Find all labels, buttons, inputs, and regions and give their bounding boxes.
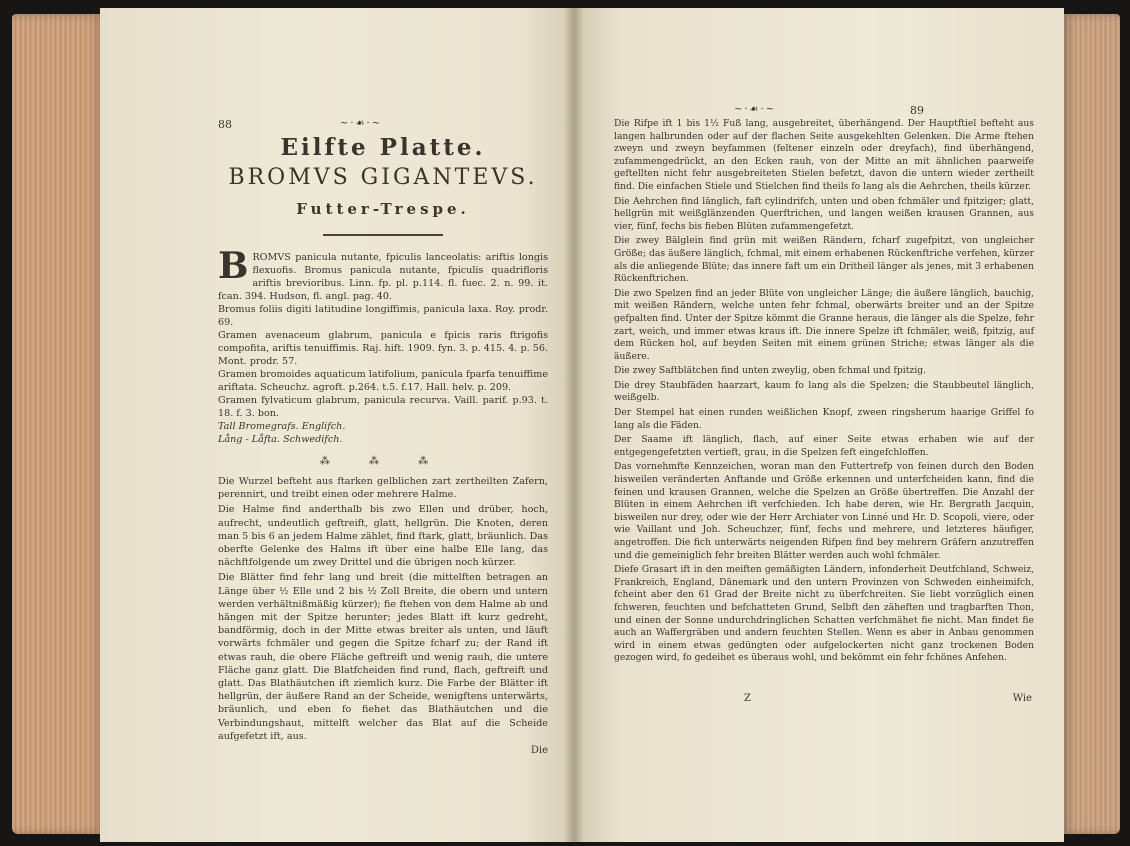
- synonym-entry: Gramen bromoides aquaticum latifolium, panicula fparfa tenuiffime ariftata. Scheuchz. agroft. p.264. t.5. f.17. Hall. helv. p. 209.: [218, 369, 548, 393]
- synonym-entry: Gramen fylvaticum glabrum, panicula recurva. Vaill. parif. p.93. t. 18. f. 3. bon.: [218, 395, 548, 419]
- paragraph: Die Halme find anderthalb bis zwo Ellen und drüber, hoch, aufrecht, undeutlich geftreift, glatt, hellgrün. Die Knoten, deren man 5 bis 6 an jedem Halme zählet, find ftark, glatt, bräunlich. Das oberfte Gelenke des Halms ift über eine halbe Elle lang, das nächftfolgende um zwey Drittel und die übrigen noch kürzer.: [218, 504, 548, 569]
- latin-title: BROMVS GIGANTEVS.: [228, 165, 538, 190]
- paragraph: Der Stempel hat einen runden weißlichen Knopf, zween ringsherum haarige Griffel fo lang als die Fäden.: [614, 407, 1034, 431]
- right-page: [574, 8, 1064, 842]
- description-text: [614, 118, 1034, 665]
- left-page: [100, 8, 574, 842]
- paragraph: Die Aehrchen find länglich, faft cylindrifch, unten und oben fchmäler und fpitziger; glatt, hellgrün mit weißglänzenden Querftrichen, und langen weißen krausen Grannen, aus vier, fünf, fechs bis fieben Blüten zufammengefetzt.: [614, 195, 1034, 232]
- book-gutter: [564, 8, 584, 842]
- paragraph: Die Blätter find fehr lang und breit (die mittelften betragen an Länge über ½ Elle und 2 bis ½ Zoll Breite, die obern und untern werden verhältnißmäßig kürzer); fie ftehen von dem Halme ab und hängen mit der Spitze herunter; jedes Blatt ift kurz gedreht, bandförmig, doch in der Mitte etwas breiter als unten, und läuft vorwärts fchmäler und gegen die Spitze fcharf zu; der Rand ift etwas rauh, die obere Fläche geftreift und wenig rauh, die untere Fläche ganz glatt. Die Blatfcheiden find rund, flach, geftreift und glatt. Das Blathäutchen ift ziemlich kurz. Die Farbe der Blätter ift hellgrün, der äußere Rand an der Scheide, wenigftens unterwärts, bräunlich, und eben fo fiehet das Blathäutchen und die Verbindungshaut, mittelft welcher das Blat auf die Scheide aufgefetzt ift, aus.: [218, 572, 548, 742]
- paragraph: Diefe Grasart ift in den meiften gemäßigten Ländern, infonderheit Deutfchland, Schweiz, Frankreich, England, Dänemark und den untern Provinzen von Schweden einheimifch, fcheint aber den 61 Grad der Breite nicht zu überfchreiten. Sie liebt vorzüglich einen fchweren, feuchten und befchatteten Grund, Selbft den zäheften und tragbarften Thon, und einen der Sonne undurchdringlichen Schatten verfchmähet fie nicht. Man findet fie auch an Waffergräben und andern feuchten Stellen. Wenn es aber in Anbau genommen wird in einem etwas gedüngten oder aufgelockerten nicht ganz trockenen Boden gezogen wird, fo gedeihet es überaus wohl, und bekömmt ein fehr fchönes Anfehen.: [614, 564, 1034, 664]
- synonym-entry: Tall Bromegrafs. Englifch.: [218, 421, 346, 432]
- ornament-icon: ~·☙·~: [734, 104, 777, 115]
- synonym-entry: Lång - Låfta. Schwedifch.: [218, 434, 343, 445]
- paragraph: Die zwey Bälglein find grün mit weißen Rändern, fcharf zugefpitzt, von ungleicher Größe; das äußere länglich, fchmal, mit einem erhabenen Rückenftriche verfehen, kürzer als die anliegende Blüte; das innere faft um ein Dritheil länger als jenes, mit 3 erhabenen Rückenftrichen.: [614, 235, 1034, 285]
- catchword: Die: [530, 745, 548, 757]
- page-number: 89: [910, 104, 924, 117]
- synonym-entry: Bromus foliis digiti latitudine longiffimis, panicula laxa. Roy. prodr. 69.: [218, 304, 548, 328]
- description-text: [218, 475, 548, 743]
- common-title: Futter-Trespe.: [296, 200, 470, 218]
- synonymy-block: [218, 245, 548, 446]
- asterism-icon: ⁂ ⁂ ⁂: [319, 456, 447, 467]
- page-number: 88: [218, 118, 232, 131]
- synonym-entry: ROMVS panicula nutante, fpiculis lanceolatis: ariftis longis flexuofis. Bromus panicula nutante, fpiculis quadrifloris ariftis brevioribus. Linn. fp. pl. p.114. fl. fuec. 2. n. 99. it. fcan. 394. Hudson, fl. angl. pag. 40.: [218, 252, 548, 302]
- right-page-edges: [1062, 14, 1120, 834]
- catchword: Wie: [1012, 693, 1032, 704]
- ornament-icon: ~·☙·~: [340, 118, 383, 129]
- paragraph: Die zwey Saftblätchen find unten zweylig, oben fchmal und fpitzig.: [614, 365, 927, 377]
- plate-title: Eilfte Platte.: [280, 134, 486, 161]
- paragraph: Der Saame ift länglich, flach, auf einer Seite etwas erhaben wie auf der entgegengefetzten vertieft, grau, in die Spelzen feft eingefchloffen.: [614, 434, 1034, 458]
- paragraph: Die Rifpe ift 1 bis 1½ Fuß lang, ausgebreitet, überhängend. Der Hauptftiel befteht aus langen halbrunden oder auf der flachen Seite ausgekehlten Gelenken. Die Arme ftehen zweyn und zweyn beyfammen (feltener einzeln oder dreyfach), find überhängend, zufammengedrückt, an den Ecken rauh, von der Mitte an mit ähnlichen paarweife geftellten nicht fehr ausgebreiteten Stielen befetzt, davon die untern wieder zertheilt find. Die einfachen Stiele und Stielchen find theils fo lang als die Aehrchen, theils kürzer.: [614, 118, 1034, 192]
- open-book: [12, 8, 1120, 842]
- divider-rule: [218, 224, 548, 243]
- left-page-edges: [12, 14, 104, 834]
- paragraph: Die drey Staubfäden haarzart, kaum fo lang als die Spelzen; die Staubbeutel länglich, weißgelb.: [614, 379, 1034, 404]
- dropcap: B: [218, 245, 249, 287]
- paragraph: Das vornehmfte Kennzeichen, woran man den Futtertrefp von feinen durch den Boden bisweilen veränderten Anftande und Größe erkennen und unterfcheiden kann, find die feinen und krausen Grannen, welche die Spelzen an Größe übertreffen. Die Anzahl der Blüten in einem Aehrchen ift verfchieden. Ich habe deren, wie Hr. Bergrath Jacquin, bisweilen nur drey, oder wie der Herr Archiater von Linné und Hr. D. Scopoli, viere, oder wie Vaillant und Joh. Scheuchzer, fünf, fechs und mehrere, und letzteres häufiger, angetroffen. Die fich unterwärts neigenden Rifpen find bey mehrern Gräfern anzutreffen und die gemeiniglich fehr breiten Blätter werden auch wohl fchmäler.: [614, 461, 1034, 561]
- synonym-entry: Gramen avenaceum glabrum, panicula e fpicis raris ftrigofis compofita, ariftis tenuiffimis. Raj. hift. 1909. fyn. 3. p. 415. 4. p. 56. Mont. prodr. 57.: [218, 330, 548, 367]
- paragraph: Die Wurzel befteht aus ftarken gelblichen zart zertheilten Zafern, perennirt, und treibt einen oder mehrere Halme.: [218, 476, 548, 501]
- signature-mark: Z: [744, 693, 751, 704]
- paragraph: Die zwo Spelzen find an jeder Blüte von ungleicher Länge; die äußere länglich, bauchig, mit weißen Rändern, welche unten fehr fchmal, oberwärts breiter und an der Spitze gefpalten find. Unter der Spitze kömmt die Granne heraus, die länger als die Spelze, fehr zart, weich, und immer etwas kraus ift. Die innere Spelze ift fchmäler, weiß, fpitzig, auf dem Rücken hol, auf beyden Seiten mit einem grünen Striche; etwas länger als die äußere.: [614, 287, 1034, 362]
